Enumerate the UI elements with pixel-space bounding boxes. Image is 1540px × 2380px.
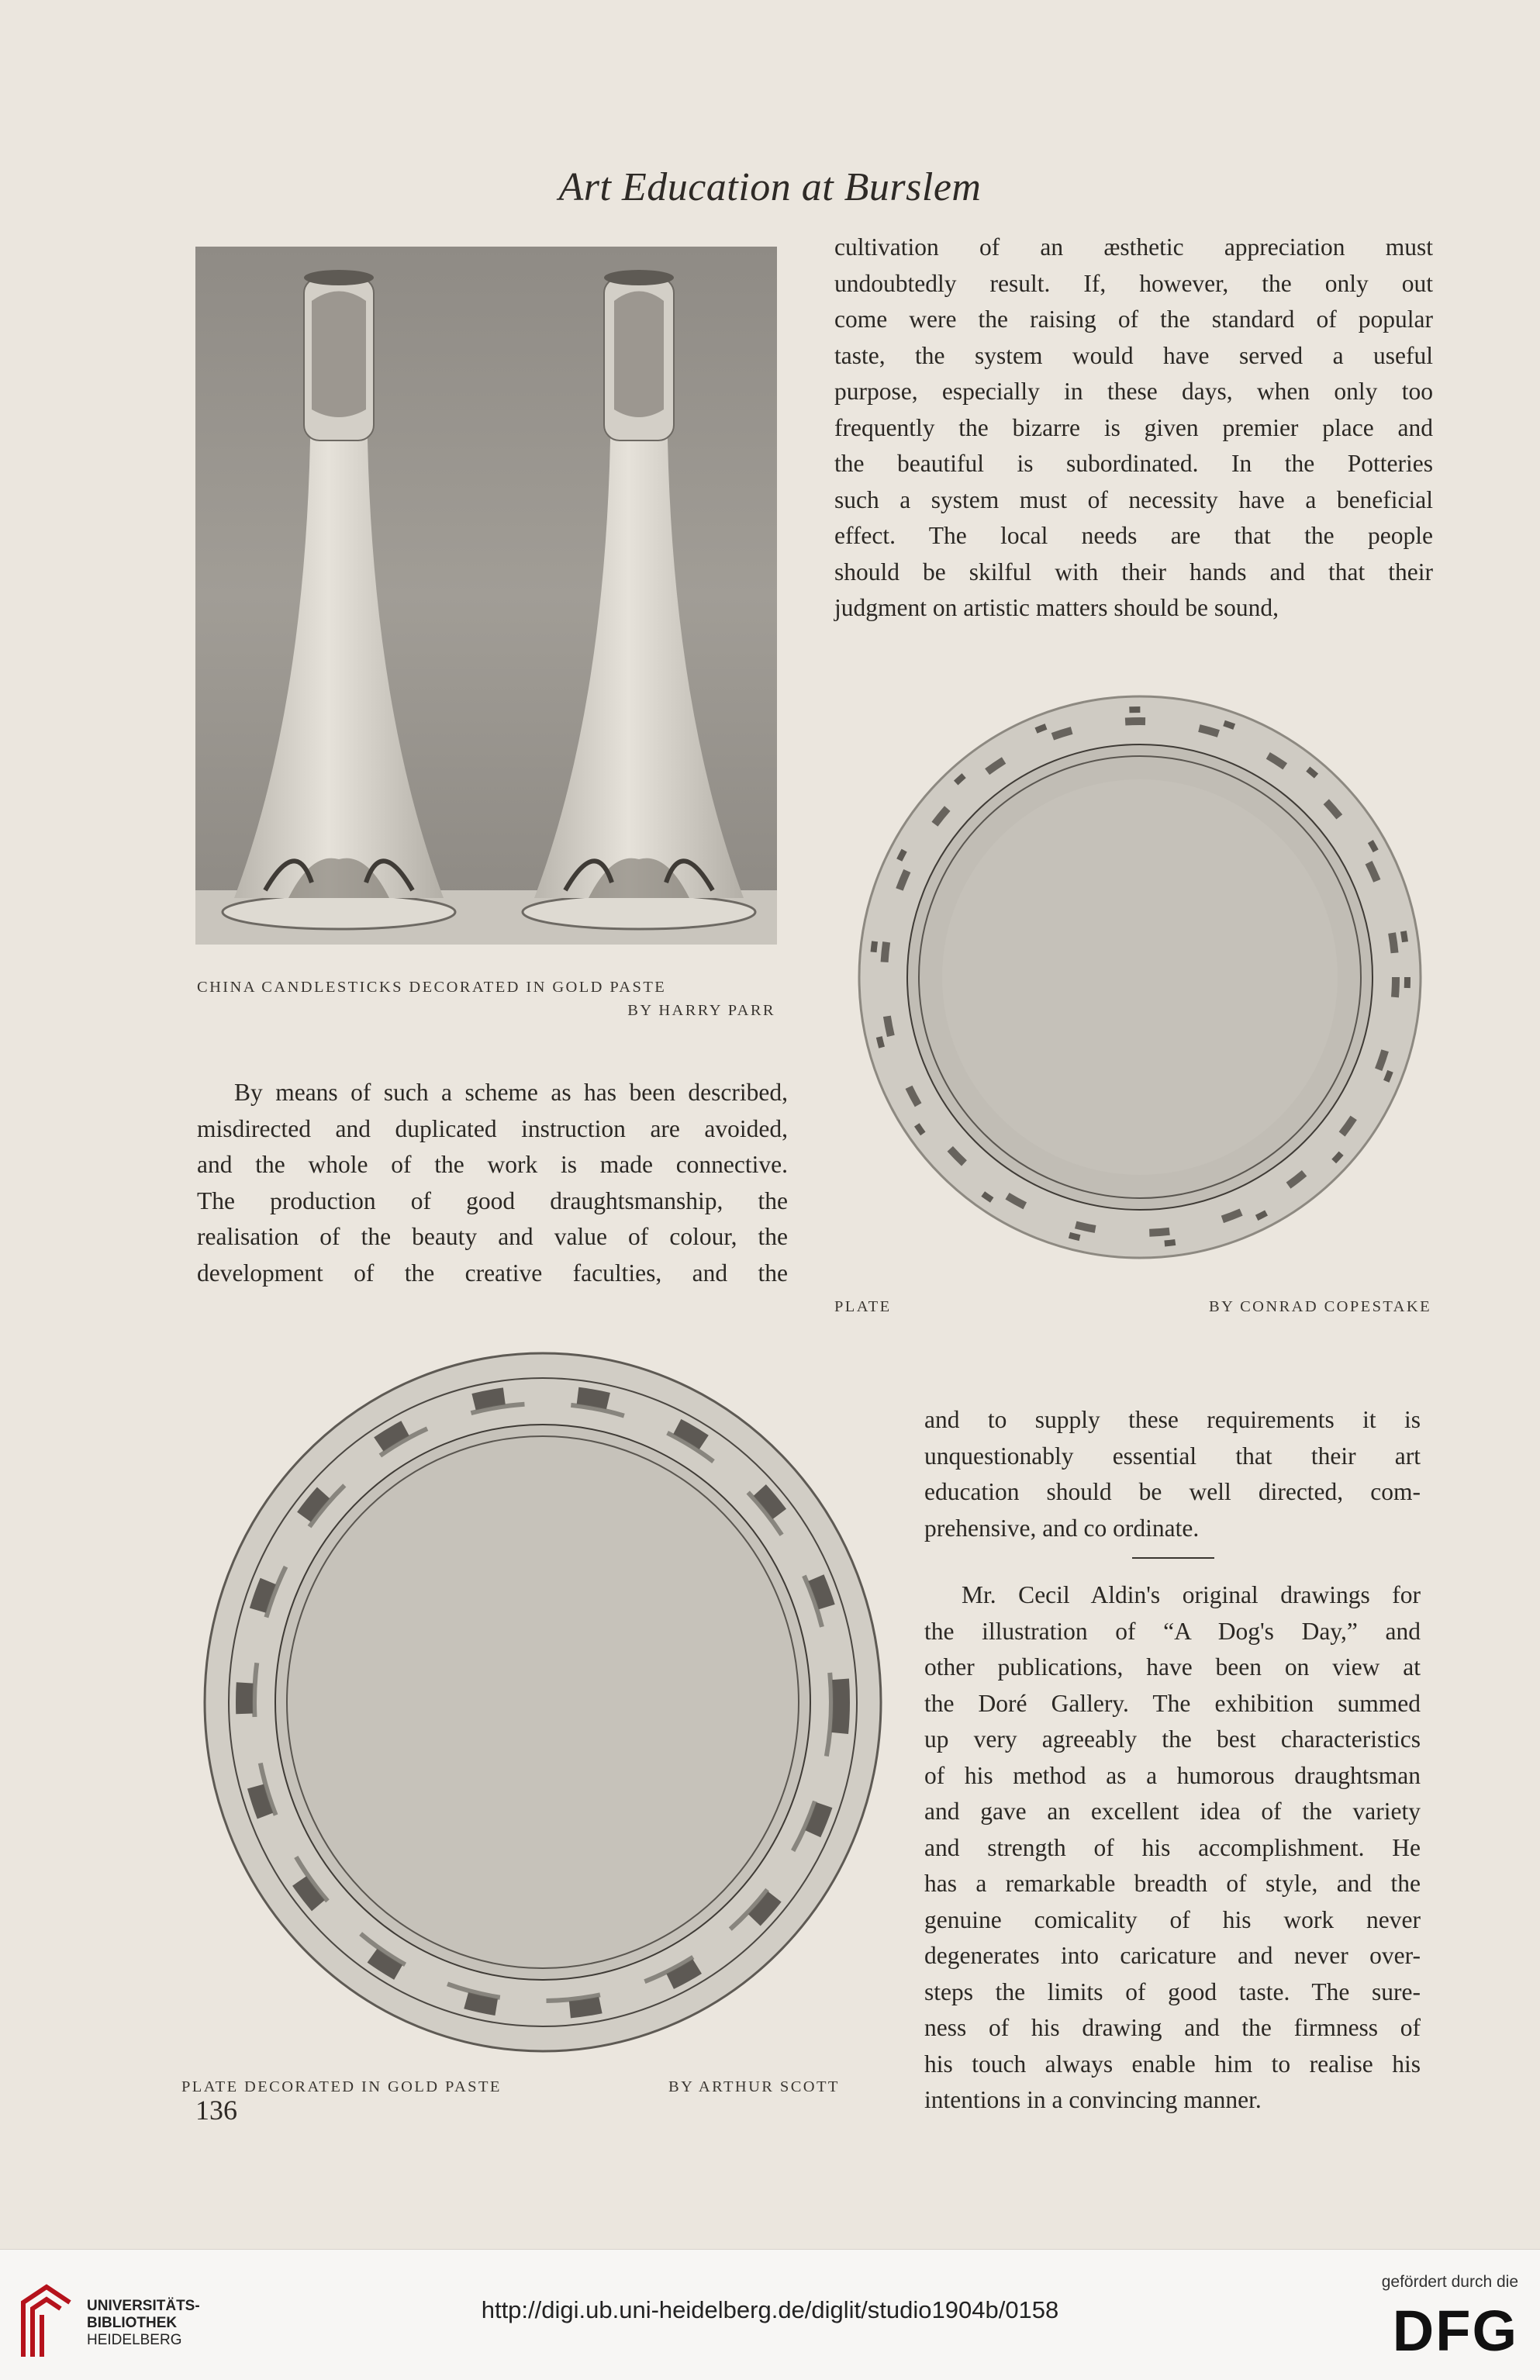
text-line: education should be well directed, com- bbox=[924, 1478, 1421, 1505]
text-line: effect. The local needs are that the people bbox=[834, 522, 1433, 549]
text-line: come were the raising of the standard of popular bbox=[834, 306, 1433, 333]
text-line: prehensive, and co ordinate. bbox=[924, 1514, 1200, 1542]
candlesticks-photo bbox=[195, 247, 777, 945]
text-line: and gave an excellent idea of the variety bbox=[924, 1798, 1421, 1825]
text-line: the illustration of “A Dog's Day,” and bbox=[924, 1617, 1421, 1645]
copestake-plate-photo bbox=[853, 690, 1427, 1264]
text-line: degenerates into caricature and never over- bbox=[924, 1942, 1421, 1969]
running-title: Art Education at Burslem bbox=[558, 165, 982, 209]
library-name-line2: BIBLIOTHEK bbox=[87, 2315, 178, 2331]
text-line: development of the creative faculties, and the bbox=[197, 1259, 788, 1287]
left-column-middle-text bbox=[197, 1075, 788, 1291]
text-line: of his method as a humorous draughtsman bbox=[924, 1761, 1421, 1789]
text-line: up very agreeably the best characteristics bbox=[924, 1725, 1421, 1753]
text-line: should be skilful with their hands and that their bbox=[834, 558, 1433, 586]
right-column-top-text bbox=[834, 230, 1433, 627]
digitisation-footer bbox=[0, 2249, 1540, 2380]
candlesticks-caption-line2: BY HARRY PARR bbox=[627, 1002, 775, 1019]
text-line: such a system must of necessity have a beneficial bbox=[834, 485, 1433, 513]
digitisation-url-link[interactable]: http://digi.ub.uni-heidelberg.de/diglit/studio1904b/0158 bbox=[481, 2296, 1059, 2323]
text-line: judgment on artistic matters should be sound, bbox=[834, 594, 1279, 621]
text-line: taste, the system would have served a useful bbox=[834, 341, 1433, 369]
text-line: and the whole of the work is made connective. bbox=[197, 1151, 788, 1178]
section-divider bbox=[1132, 1557, 1214, 1559]
copestake-caption-right: BY CONRAD COPESTAKE bbox=[1209, 1298, 1431, 1315]
text-line: realisation of the beauty and value of colour, the bbox=[197, 1223, 788, 1250]
scott-plate-photo bbox=[202, 1349, 884, 2055]
text-line: and strength of his accomplishment. He bbox=[924, 1833, 1421, 1861]
text-line: frequently the bizarre is given premier place and bbox=[834, 413, 1433, 441]
page-number: 136 bbox=[195, 2095, 237, 2126]
text-line: By means of such a scheme as has been described, bbox=[234, 1079, 788, 1106]
text-line: steps the limits of good taste. The sure- bbox=[924, 1978, 1421, 2005]
text-line: and to supply these requirements it is bbox=[924, 1406, 1421, 1433]
text-line: undoubtedly result. If, however, the only out bbox=[834, 269, 1433, 297]
copestake-caption-left: PLATE bbox=[834, 1298, 892, 1315]
right-column-bottom-text-2 bbox=[924, 1577, 1421, 2119]
text-line: the Doré Gallery. The exhibition summed bbox=[924, 1689, 1421, 1717]
text-line: purpose, especially in these days, when only too bbox=[834, 378, 1433, 405]
text-line: Mr. Cecil Aldin's original drawings for bbox=[962, 1581, 1421, 1608]
text-line: unquestionably essential that their art bbox=[924, 1442, 1421, 1470]
text-line: ness of his drawing and the firmness of bbox=[924, 2014, 1421, 2041]
text-line: his touch always enable him to realise his bbox=[924, 2050, 1421, 2078]
library-name-line1: UNIVERSITÄTS- bbox=[87, 2298, 200, 2314]
text-line: misdirected and duplicated instruction are avoided, bbox=[197, 1114, 788, 1142]
candlesticks-caption-line1: CHINA CANDLESTICKS DECORATED IN GOLD PASTE bbox=[197, 979, 667, 996]
library-name-line3: HEIDELBERG bbox=[87, 2332, 182, 2348]
text-line: other publications, have been on view at bbox=[924, 1653, 1421, 1681]
text-line: the beautiful is subordinated. In the Potteries bbox=[834, 450, 1433, 477]
dfg-logo: DFG bbox=[1392, 2299, 1518, 2363]
scott-caption-right: BY ARTHUR SCOTT bbox=[668, 2078, 840, 2095]
text-line: cultivation of an æsthetic appreciation must bbox=[834, 233, 1433, 261]
text-line: intentions in a convincing manner. bbox=[924, 2086, 1262, 2113]
scott-caption-left: PLATE DECORATED IN GOLD PASTE bbox=[181, 2078, 502, 2095]
text-line: genuine comicality of his work never bbox=[924, 1905, 1421, 1933]
funding-note: gefördert durch die bbox=[1381, 2273, 1518, 2291]
right-column-bottom-text bbox=[924, 1402, 1421, 1546]
text-line: The production of good draughtsmanship, the bbox=[197, 1187, 788, 1214]
text-line: has a remarkable breadth of style, and the bbox=[924, 1870, 1421, 1897]
